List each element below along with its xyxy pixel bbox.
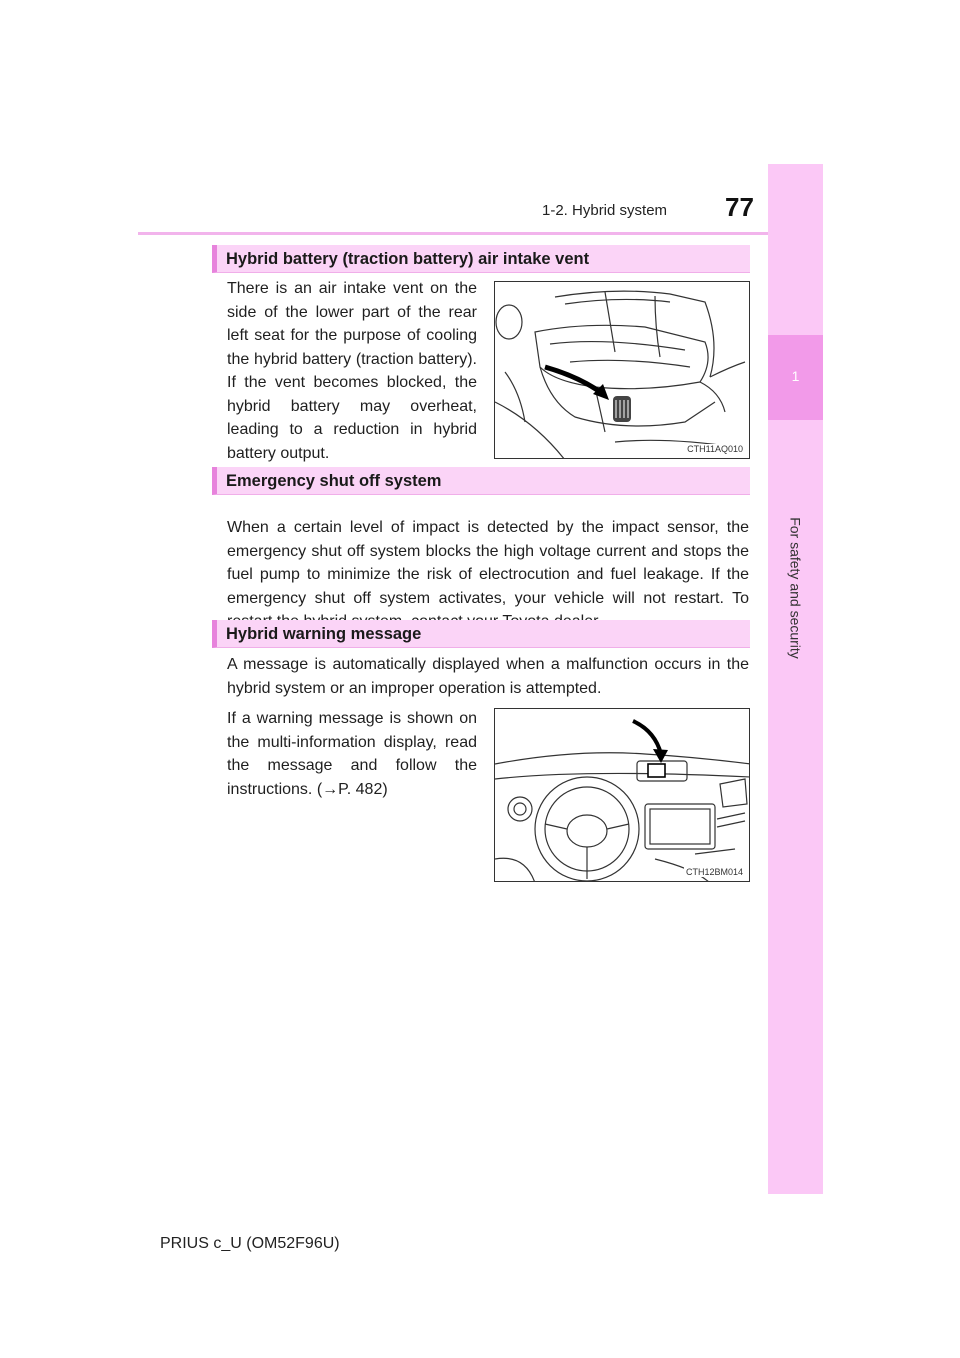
running-header: 1-2. Hybrid system [542,202,668,219]
rear-seat-vent-illustration [494,281,750,459]
warning-instructions-paragraph: If a warning message is shown on the multi-information display, read the message and follow the instructions. (→P. 482) [227,710,477,798]
section-heading-warning-message: Hybrid warning message [212,620,750,648]
page-number: 77 [725,192,754,222]
dashboard-illustration-drawing [495,709,750,882]
emergency-shutoff-paragraph: When a certain level of impact is detected by the impact sensor, the emergency shut off system blocks the high voltage current and stops the fuel pump to minimize the risk of electrocution and fuel leakage. If the emergency shut off system activates, your vehicle will not restart. To [227,519,749,607]
chapter-title: For safety and security [787,517,804,659]
section-heading-emergency-shutoff: Emergency shut off system [212,467,750,495]
figure-code: CTH11AQ010 [687,444,743,454]
figure-code: CTH12BM014 [685,867,743,877]
chapter-number: 1 [791,368,800,384]
dashboard-display-illustration [494,708,750,882]
section-heading-air-intake: Hybrid battery (traction battery) air intake vent [212,245,750,273]
model-footer: PRIUS c_U (OM52F96U) [160,1235,340,1252]
air-intake-paragraph: There is an air intake vent on the side of the lower part of the rear left seat for the purpose of cooling the hybrid battery (traction battery). If the vent becomes blocked, the hybrid battery may overheat, leading to a reduction in hybrid battery output. [227,280,477,462]
warning-message-paragraph: A message is automatically displayed when a malfunction occurs in the hybrid system or an improper operation is attempted. [227,656,749,697]
seat-illustration-drawing [495,282,750,459]
header-rule [138,232,822,235]
